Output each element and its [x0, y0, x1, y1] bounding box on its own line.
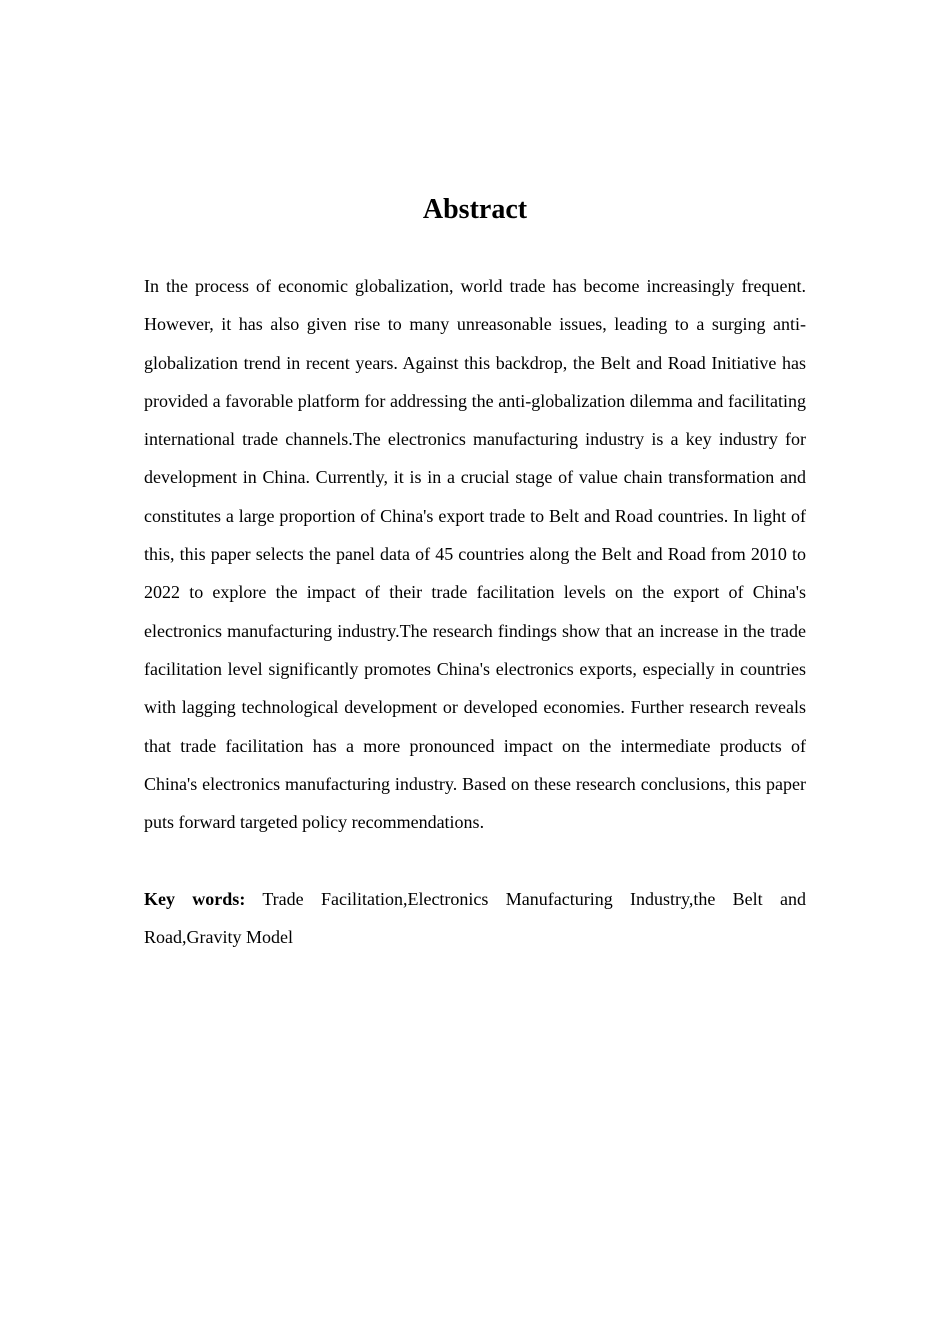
abstract-paragraph: In the process of economic globalization, world trade has become increasingly frequent. However, it has also given rise to many unreasonable issues, leading to a surging anti-globalization trend in recent years. Against this backdrop, the Belt and Road Initiative has provided a favorable platform for addressing the anti-globalization dilemma and facilitating international trade channels.The electronics manufacturing industry is a key industry for development in China. Currently, it is in a crucial stage of value chain transformation and constitutes a large proportion of China's export trade to Belt and Road countries. In light of this, this paper selects the panel data of 45 countries along the Belt and Road from 2010 to 2022 to explore the impact of their trade facilitation levels on the export of China's electronics manufacturing industry.The research findings show that an increase in the trade facilitation level significantly promotes China's electronics exports, especially in countries with lagging technological development or developed economies. Further research reveals that trade facilitation has a more pronounced impact on the intermediate products of China's electronics manufacturing industry. Based on these research conclusions, this paper puts forward targeted policy recommendations.: [144, 276, 806, 833]
abstract-title: Abstract: [422, 194, 528, 225]
keywords-label: Key words:: [144, 889, 246, 909]
keywords-line: [144, 880, 806, 957]
keywords-text: Trade Facilitation,Electronics Manufacturing Industry,the Belt and Road,Gravity Model: [144, 889, 806, 948]
